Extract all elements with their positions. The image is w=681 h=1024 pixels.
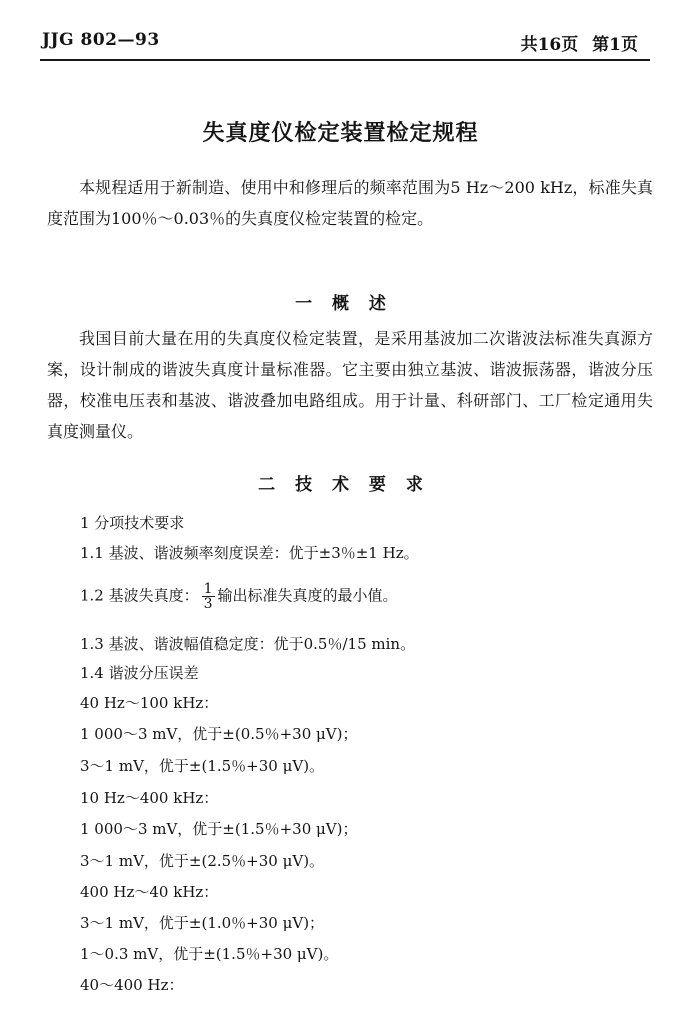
overview-paragraph: 我国目前大量在用的失真度仪检定装置，是采用基波加二次谐波法标准失真源方案，设计制成的谐波失真度计量标准器。它主要由独立基波、谐波振荡器，谐波分压器，校准电压表和基波、谐波叠加电路组成。用于计量、科研部门、工厂检定通用失真度测量仪。 [47, 329, 653, 441]
fraction-denominator: 3 [203, 596, 213, 612]
page-header [40, 30, 650, 56]
document-title: 失真度仪检定装置检定规程 [202, 120, 479, 146]
item-1: 1 分项技术要求 [80, 514, 185, 532]
spec-line: 1～0.3 mV，优于±(1.5％+30 μV)。 [80, 945, 339, 963]
spec-line: 400 Hz～40 kHz： [80, 883, 219, 901]
section-overview-heading: 一 概 述 [295, 294, 386, 314]
spec-line: 3～1 mV，优于±(1.0％+30 μV)； [80, 914, 325, 932]
fraction [202, 582, 215, 611]
spec-line: 1 000～3 mV，优于±(1.5％+30 μV)； [80, 820, 358, 838]
fraction-numerator: 1 [203, 581, 213, 597]
item-1-1: 1.1 基波、谐波频率刻度误差：优于±3％±1 Hz。 [80, 544, 419, 562]
item-1-2 [80, 582, 398, 611]
standard-code: JJG 802—93 [42, 30, 160, 50]
spec-line: 40 Hz～100 kHz： [80, 694, 219, 712]
item-1-2-suffix: 输出标准失真度的最小值。 [217, 586, 398, 605]
spec-line: 3～1 mV，优于±(1.5％+30 μV)。 [80, 757, 325, 775]
item-1-3: 1.3 基波、谐波幅值稳定度：优于0.5％/15 min。 [80, 635, 416, 653]
spec-line: 1 000～3 mV，优于±(0.5％+30 μV)； [80, 725, 358, 743]
section-requirements-heading: 二 技 术 要 求 [258, 475, 423, 495]
spec-line: 10 Hz～400 kHz： [80, 789, 219, 807]
item-1-2-prefix: 1.2 基波失真度： [80, 586, 199, 605]
header-rule [40, 59, 650, 61]
spec-line: 3～1 mV，优于±(2.5％+30 μV)。 [80, 852, 325, 870]
page-count: 共16页 第1页 [520, 35, 638, 55]
item-1-4: 1.4 谐波分压误差 [80, 664, 199, 682]
spec-line: 40～400 Hz： [80, 976, 184, 994]
intro-paragraph: 本规程适用于新制造、使用中和修理后的频率范围为5 Hz～200 kHz，标准失真度范围为100％～0.03％的失真度仪检定装置的检定。 [47, 178, 653, 228]
